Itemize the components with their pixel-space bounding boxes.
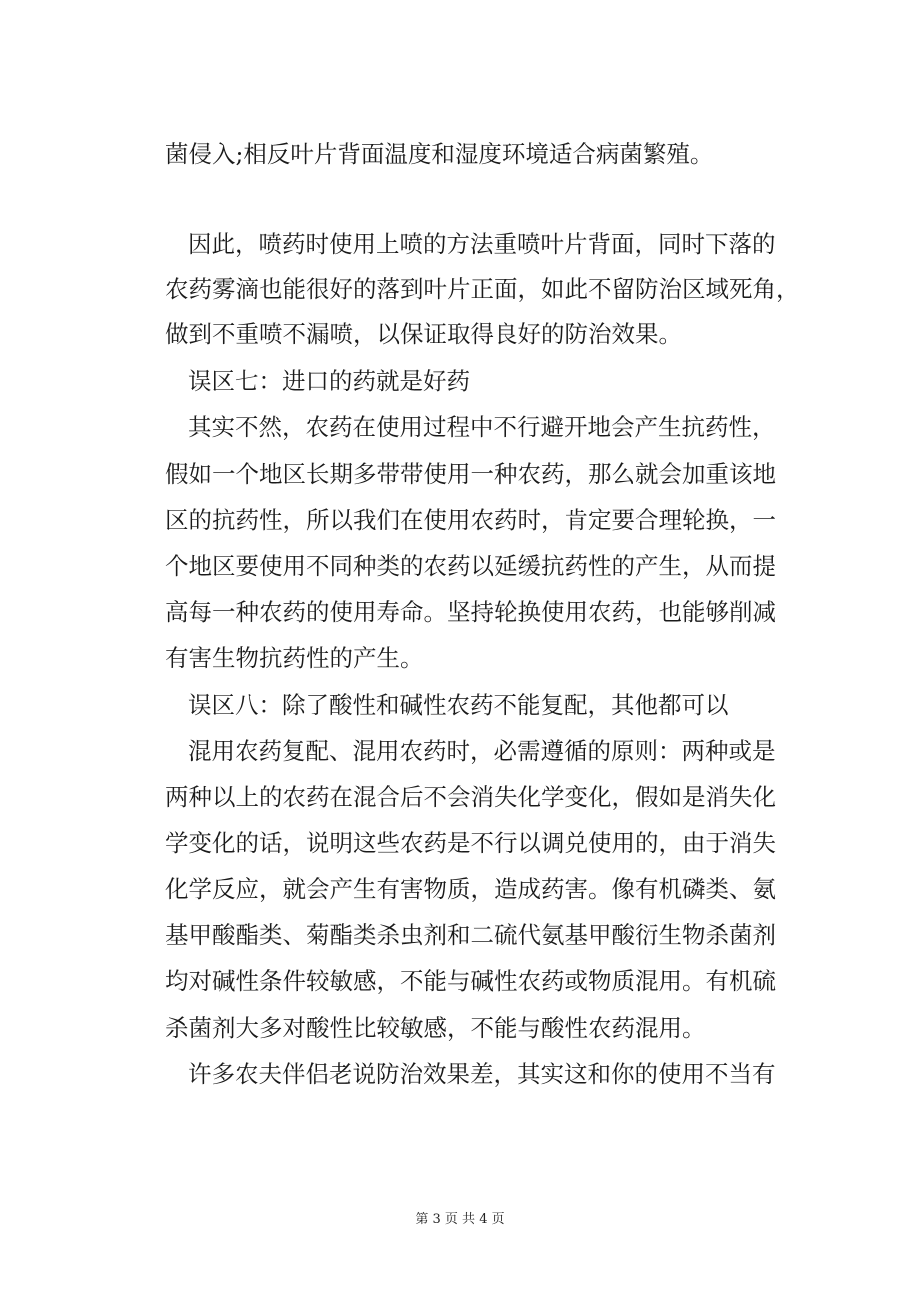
text-line: 均对碱性条件较敏感，不能与碱性农药或物质混用。有机硫 [165,967,776,995]
text-line: 误区八：除了酸性和碱性农药不能复配，其他都可以 [188,691,729,719]
text-line: 高每一种农药的使用寿命。坚持轮换使用农药，也能够削减 [165,598,776,626]
text-line: 做到不重喷不漏喷，以保证取得良好的防治效果。 [165,320,682,348]
text-line: 许多农夫伴侣老说防治效果差，其实这和你的使用不当有 [188,1060,776,1088]
text-line: 学变化的话，说明这些农药是不行以调兑使用的，由于消失 [165,829,776,857]
text-line: 杀菌剂大多对酸性比较敏感，不能与酸性农药混用。 [165,1014,706,1042]
text-line: 有害生物抗药性的产生。 [165,644,424,672]
text-line: 农药雾滴也能很好的落到叶片正面，如此不留防治区域死角， [165,275,800,303]
page-footer: 第 3 页 共 4 页 [415,1212,505,1227]
text-line: 误区七：进口的药就是好药 [188,367,470,395]
text-line: 两种以上的农药在混合后不会消失化学变化，假如是消失化 [165,783,776,811]
text-line: 基甲酸酯类、菊酯类杀虫剂和二硫代氨基甲酸衍生物杀菌剂 [165,921,776,949]
text-line: 个地区要使用不同种类的农药以延缓抗药性的产生，从而提 [165,552,776,580]
text-line: 其实不然，农药在使用过程中不行避开地会产生抗药性， [188,413,776,441]
text-line: 假如一个地区长期多带带使用一种农药，那么就会加重该地 [165,460,776,488]
text-line: 区的抗药性，所以我们在使用农药时，肯定要合理轮换，一 [165,506,776,534]
text-line: 菌侵入;相反叶片背面温度和湿度环境适合病菌繁殖。 [165,140,714,168]
document-body [165,132,800,1097]
text-line: 因此，喷药时使用上喷的方法重喷叶片背面，同时下落的 [188,230,776,258]
text-line: 化学反应，就会产生有害物质，造成药害。像有机磷类、氨 [165,875,776,903]
text-line: 混用农药复配、混用农药时，必需遵循的原则：两种或是 [188,737,776,765]
